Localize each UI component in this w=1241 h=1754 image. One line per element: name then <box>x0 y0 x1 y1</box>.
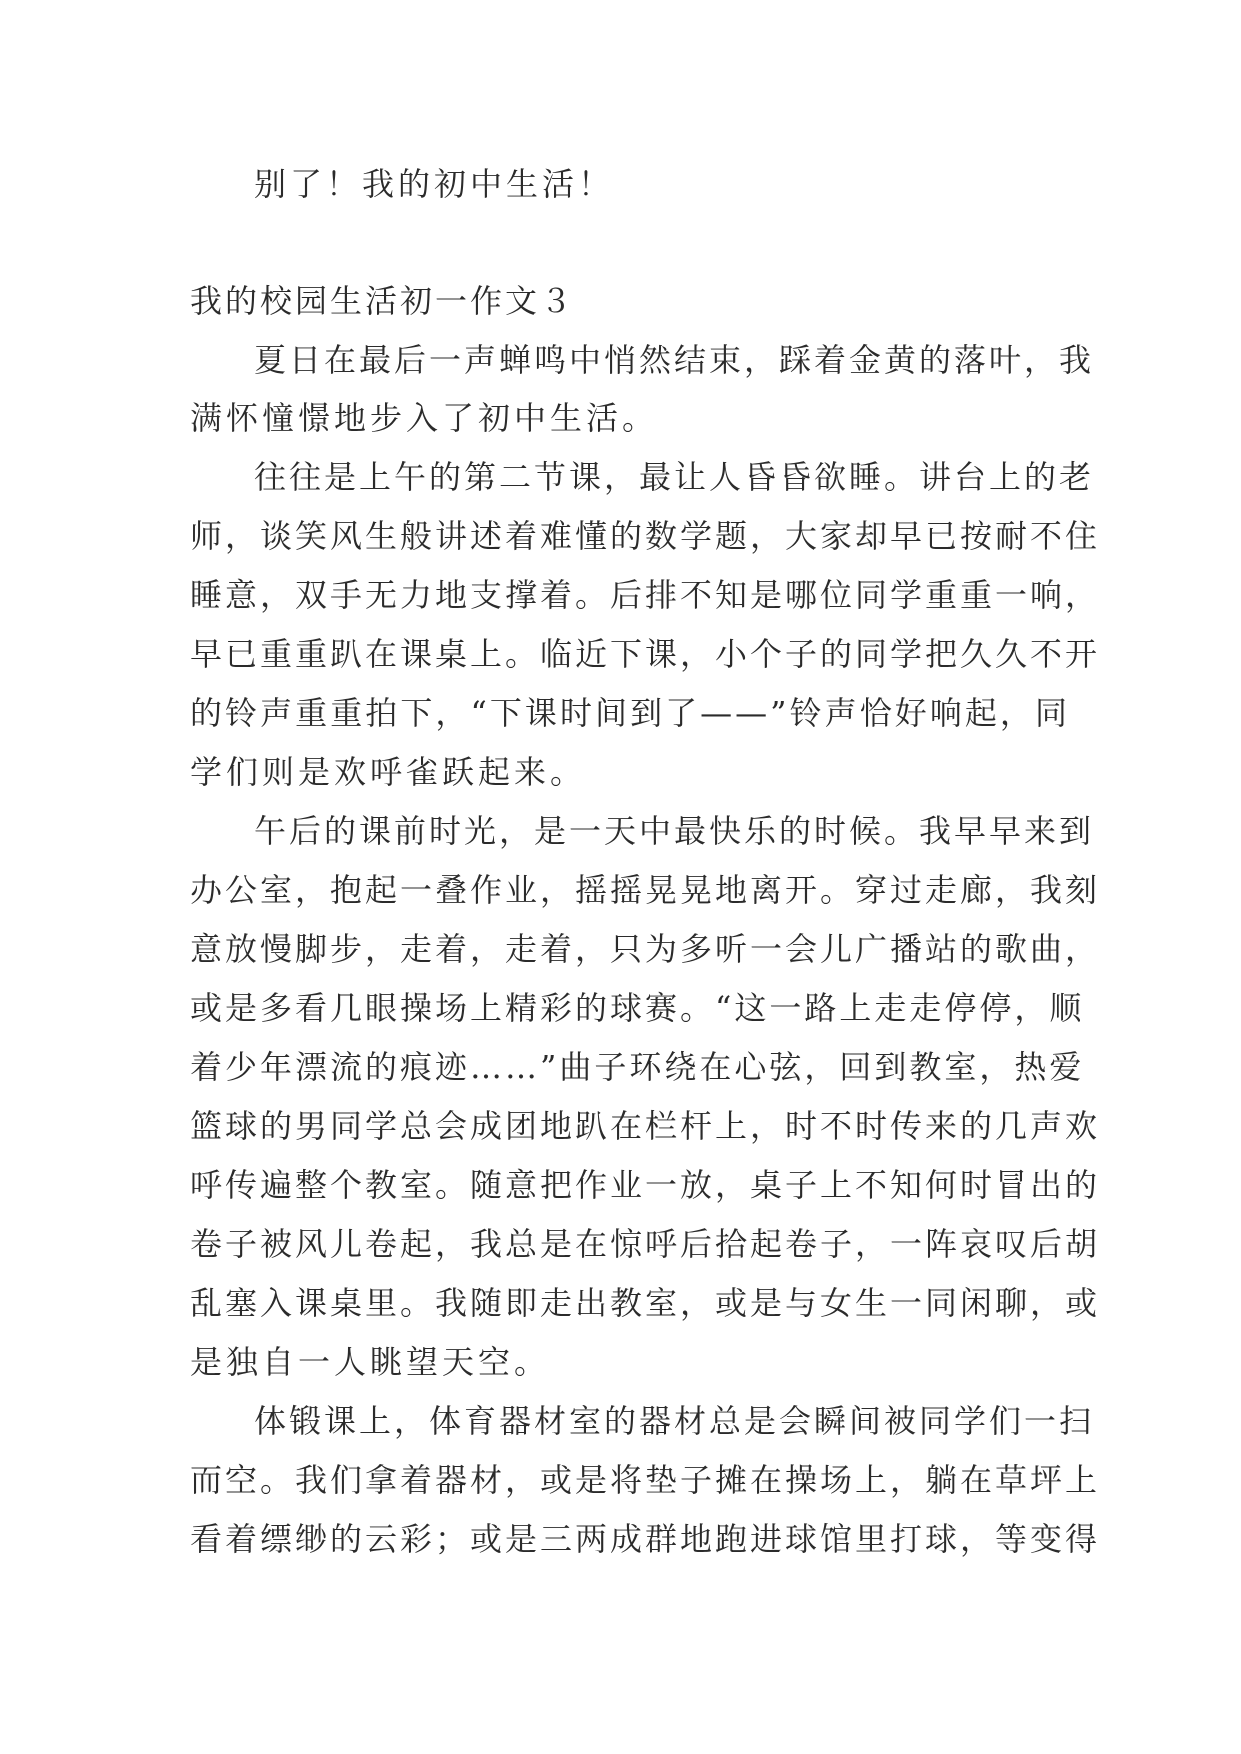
paragraph-line: 看着缥缈的云彩；或是三两成群地跑进球馆里打球，等变得 <box>190 1520 1101 1558</box>
paragraph-line: 早已重重趴在课桌上。临近下课，小个子的同学把久久不开 <box>190 635 1101 673</box>
paragraph-line: 是独自一人眺望天空。 <box>190 1343 551 1381</box>
closing-line: 别了！我的初中生活！ <box>254 165 615 203</box>
paragraph-line: 或是多看几眼操场上精彩的球赛。“这一路上走走停停，顺 <box>190 989 1085 1027</box>
paragraph-line: 着少年漂流的痕迹……”曲子环绕在心弦，回到教室，热爱 <box>190 1048 1085 1086</box>
paragraph-line: 睡意，双手无力地支撑着。后排不知是哪位同学重重一响， <box>190 576 1101 614</box>
paragraph-line: 满怀憧憬地步入了初中生活。 <box>190 399 659 437</box>
paragraph-line: 篮球的男同学总会成团地趴在栏杆上，时不时传来的几声欢 <box>190 1107 1101 1145</box>
paragraph-line: 夏日在最后一声蝉鸣中悄然结束，踩着金黄的落叶，我 <box>254 341 1095 379</box>
paragraph-line: 呼传遍整个教室。随意把作业一放，桌子上不知何时冒出的 <box>190 1166 1101 1204</box>
paragraph-line: 意放慢脚步，走着，走着，只为多听一会儿广播站的歌曲， <box>190 930 1101 968</box>
paragraph-line: 午后的课前时光，是一天中最快乐的时候。我早早来到 <box>254 812 1095 850</box>
paragraph-line: 卷子被风儿卷起，我总是在惊呼后拾起卷子，一阵哀叹后胡 <box>190 1225 1101 1263</box>
paragraph-line: 而空。我们拿着器材，或是将垫子摊在操场上，躺在草坪上 <box>190 1461 1101 1499</box>
paragraph-line: 体锻课上，体育器材室的器材总是会瞬间被同学们一扫 <box>254 1402 1095 1440</box>
paragraph-line: 乱塞入课桌里。我随即走出教室，或是与女生一同闲聊，或 <box>190 1284 1101 1322</box>
paragraph-line: 的铃声重重拍下，“下课时间到了——”铃声恰好响起，同 <box>190 694 1070 732</box>
paragraph-line: 师，谈笑风生般讲述着难懂的数学题，大家却早已按耐不住 <box>190 517 1101 555</box>
paragraph-line: 往往是上午的第二节课，最让人昏昏欲睡。讲台上的老 <box>254 458 1095 496</box>
paragraph-line: 学们则是欢呼雀跃起来。 <box>190 753 587 791</box>
section-title: 我的校园生活初一作文３ <box>190 282 576 320</box>
paragraph-line: 办公室，抱起一叠作业，摇摇晃晃地离开。穿过走廊，我刻 <box>190 871 1101 909</box>
